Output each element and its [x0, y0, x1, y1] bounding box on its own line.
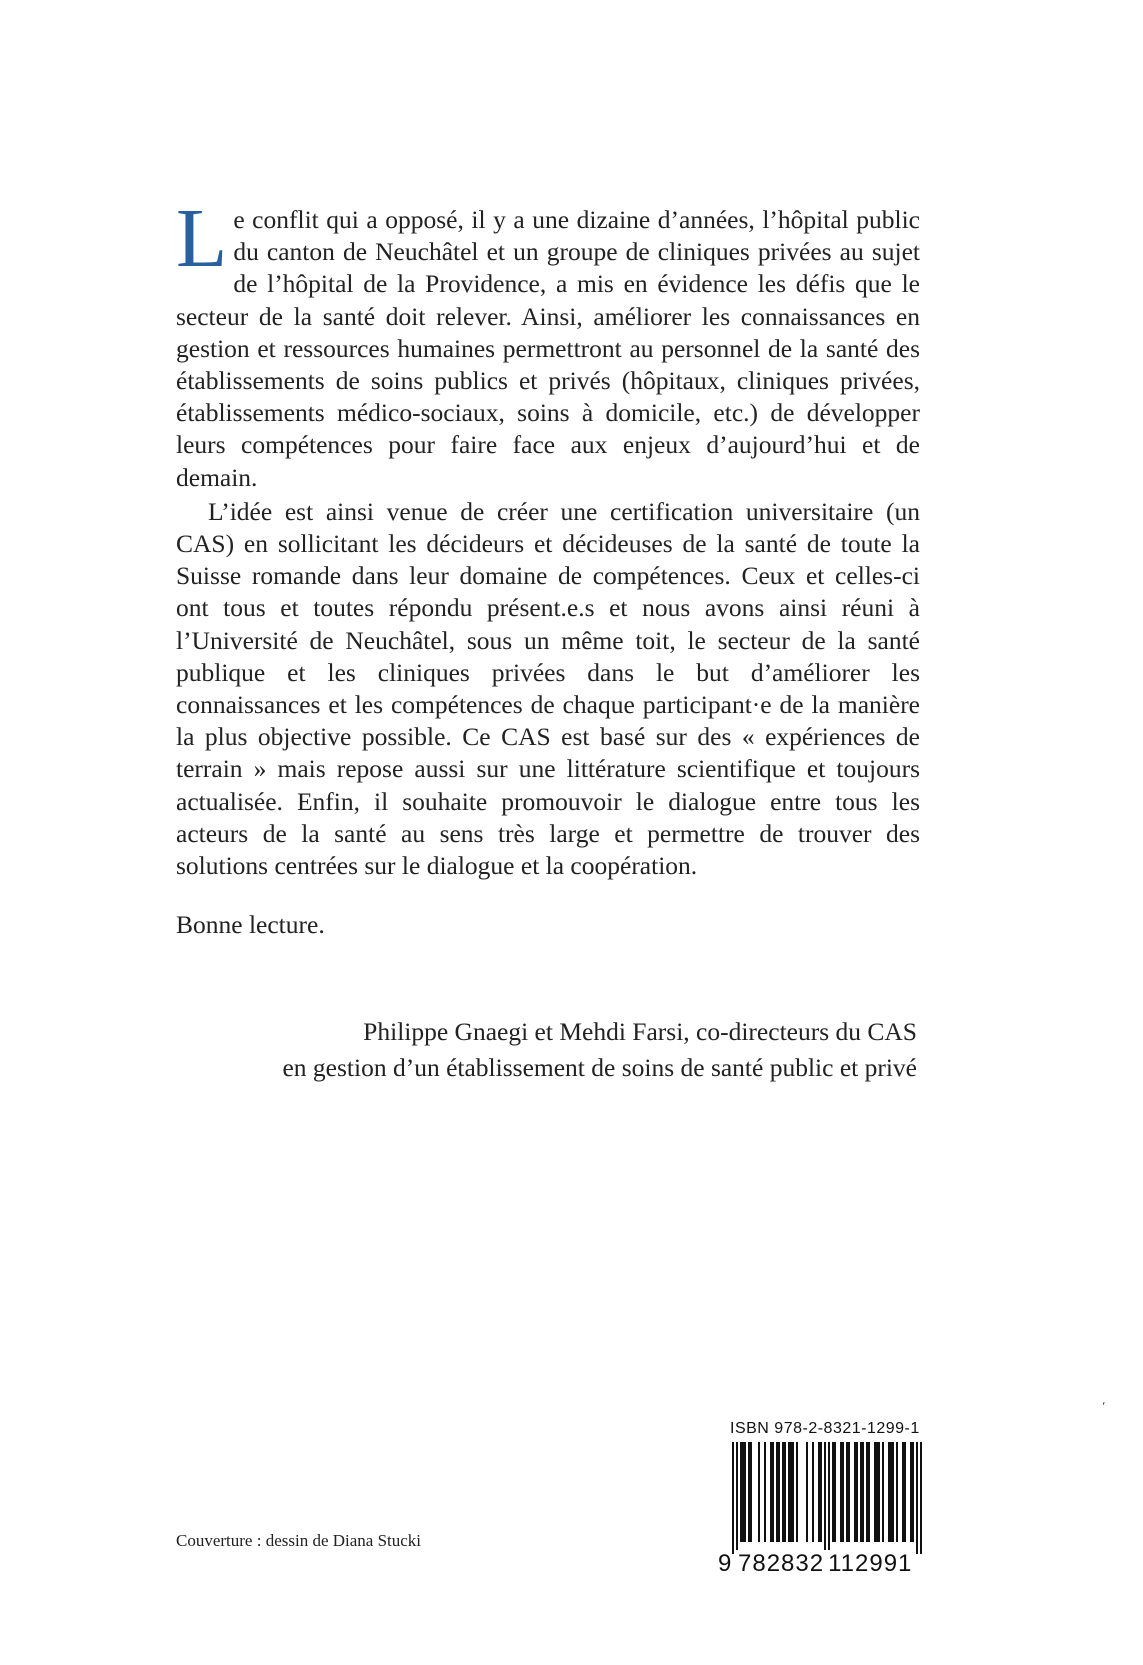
barcode-bar: [790, 1442, 792, 1542]
blurb-paragraph-1: [176, 192, 920, 494]
cover-blurb: [176, 192, 920, 882]
barcode-bar: [910, 1442, 912, 1542]
barcode-bar: [764, 1442, 766, 1542]
barcode-bar: [902, 1442, 904, 1542]
barcode-bar: [896, 1442, 898, 1542]
barcode-bar: [732, 1442, 734, 1554]
barcode-bar: [736, 1442, 738, 1554]
barcode-bar: [824, 1442, 826, 1554]
barcode-bar: [860, 1442, 862, 1542]
barcode-bar: [876, 1442, 878, 1542]
closing-line: Bonne lecture.: [176, 910, 325, 939]
barcode-bar: [848, 1442, 850, 1542]
barcode-bar: [758, 1442, 760, 1542]
signature-line-program: en gestion d’un établissement de soins de santé public et privé: [282, 1053, 917, 1082]
barcode-bar: [920, 1442, 922, 1554]
signature-line-authors: Philippe Gnaegi et Mehdi Farsi, co-directeurs du CAS: [363, 1017, 917, 1046]
barcode-bar: [742, 1442, 744, 1542]
barcode-bar: [888, 1442, 890, 1542]
barcode-bar: [916, 1442, 918, 1554]
barcode-bar: [778, 1442, 780, 1542]
paragraph-1-text: e conflit qui a opposé, il y a une dizaine d’années, l’hôpital public du canton de Neuchâtel et un groupe de cliniques privées au sujet de l’hôpital de la Providence, a mis en évidence les défis que le secteur de la santé doit relever. Ainsi, améliorer les connaissances en gestion et ressources humaines permettront au personnel de la santé des établissements de soins publics et privés (hôpitaux, cliniques privées, établissements médico-sociaux, soins à domicile, etc.) de développer leurs compétences pour faire face aux enjeux d’aujourd’hui et de demain.: [176, 205, 920, 492]
barcode-bar: [818, 1442, 820, 1542]
isbn-barcode-block: [718, 1420, 920, 1577]
barcode-digit-group-right: 112991: [828, 1550, 913, 1577]
barcode: [718, 1442, 918, 1577]
barcode-bar: [744, 1442, 746, 1542]
barcode-bar: [782, 1442, 784, 1542]
drop-cap-letter: L: [176, 192, 228, 285]
barcode-bar: [776, 1442, 778, 1542]
barcode-bar: [840, 1442, 842, 1542]
barcode-bar: [866, 1442, 868, 1542]
barcode-bar: [846, 1442, 848, 1542]
isbn-label: ISBN 978-2-8321-1299-1: [730, 1420, 920, 1437]
barcode-bars: [718, 1442, 922, 1554]
barcode-bar: [862, 1442, 864, 1542]
barcode-bar: [856, 1442, 858, 1542]
barcode-bar: [740, 1442, 742, 1542]
barcode-bar: [750, 1442, 752, 1542]
barcode-digit-lead: 9: [718, 1550, 733, 1577]
barcode-bar: [890, 1442, 892, 1542]
barcode-bar: [878, 1442, 880, 1542]
barcode-bar: [842, 1442, 844, 1542]
barcode-bar: [892, 1442, 894, 1542]
barcode-bar: [820, 1442, 822, 1542]
barcode-bar: [904, 1442, 906, 1542]
barcode-bar: [796, 1442, 798, 1542]
cover-credit: Couverture : dessin de Diana Stucki: [176, 1531, 422, 1550]
blurb-paragraph-2: L’idée est ainsi venue de créer une certification universitaire (un CAS) en sollicitant les décideurs et décideuses de la santé de toute la Suisse romande dans leur domaine de compétences. Ceux et celles-ci ont tous et toutes répondu présent.e.s et nous avons ainsi réuni à l’Université de Neuchâtel, sous un même toit, le secteur de la santé publique et les cliniques privées dans le but d’améliorer les connaissances et les compétences de chaque participant·e de la manière la plus objective possible. Ce CAS est basé sur des « expériences de terrain » mais repose aussi sur une littérature scientifique et toujours actualisée. Enfin, il souhaite promouvoir le dialogue entre tous les acteurs de la santé au sens très large et permettre de trouver des solutions centrées sur le dialogue et la coopération.: [176, 496, 920, 881]
barcode-bar: [792, 1442, 794, 1542]
barcode-bar: [834, 1442, 836, 1542]
author-signature: [282, 1014, 917, 1086]
barcode-bar: [812, 1442, 814, 1542]
barcode-bar: [854, 1442, 856, 1542]
barcode-bar: [832, 1442, 834, 1542]
barcode-bar: [748, 1442, 750, 1542]
barcode-bar: [806, 1442, 808, 1542]
barcode-bar: [772, 1442, 774, 1542]
barcode-bar: [828, 1442, 830, 1554]
barcode-bar: [874, 1442, 876, 1542]
ink-speck-mark: ‘: [1102, 1400, 1106, 1413]
barcode-bar: [912, 1442, 914, 1542]
barcode-bar: [868, 1442, 870, 1542]
barcode-bar: [788, 1442, 790, 1542]
barcode-bar: [882, 1442, 884, 1542]
barcode-digit-group-left: 782832: [738, 1550, 825, 1577]
barcode-bar: [784, 1442, 786, 1542]
barcode-digits: [718, 1550, 922, 1578]
barcode-bar: [770, 1442, 772, 1542]
